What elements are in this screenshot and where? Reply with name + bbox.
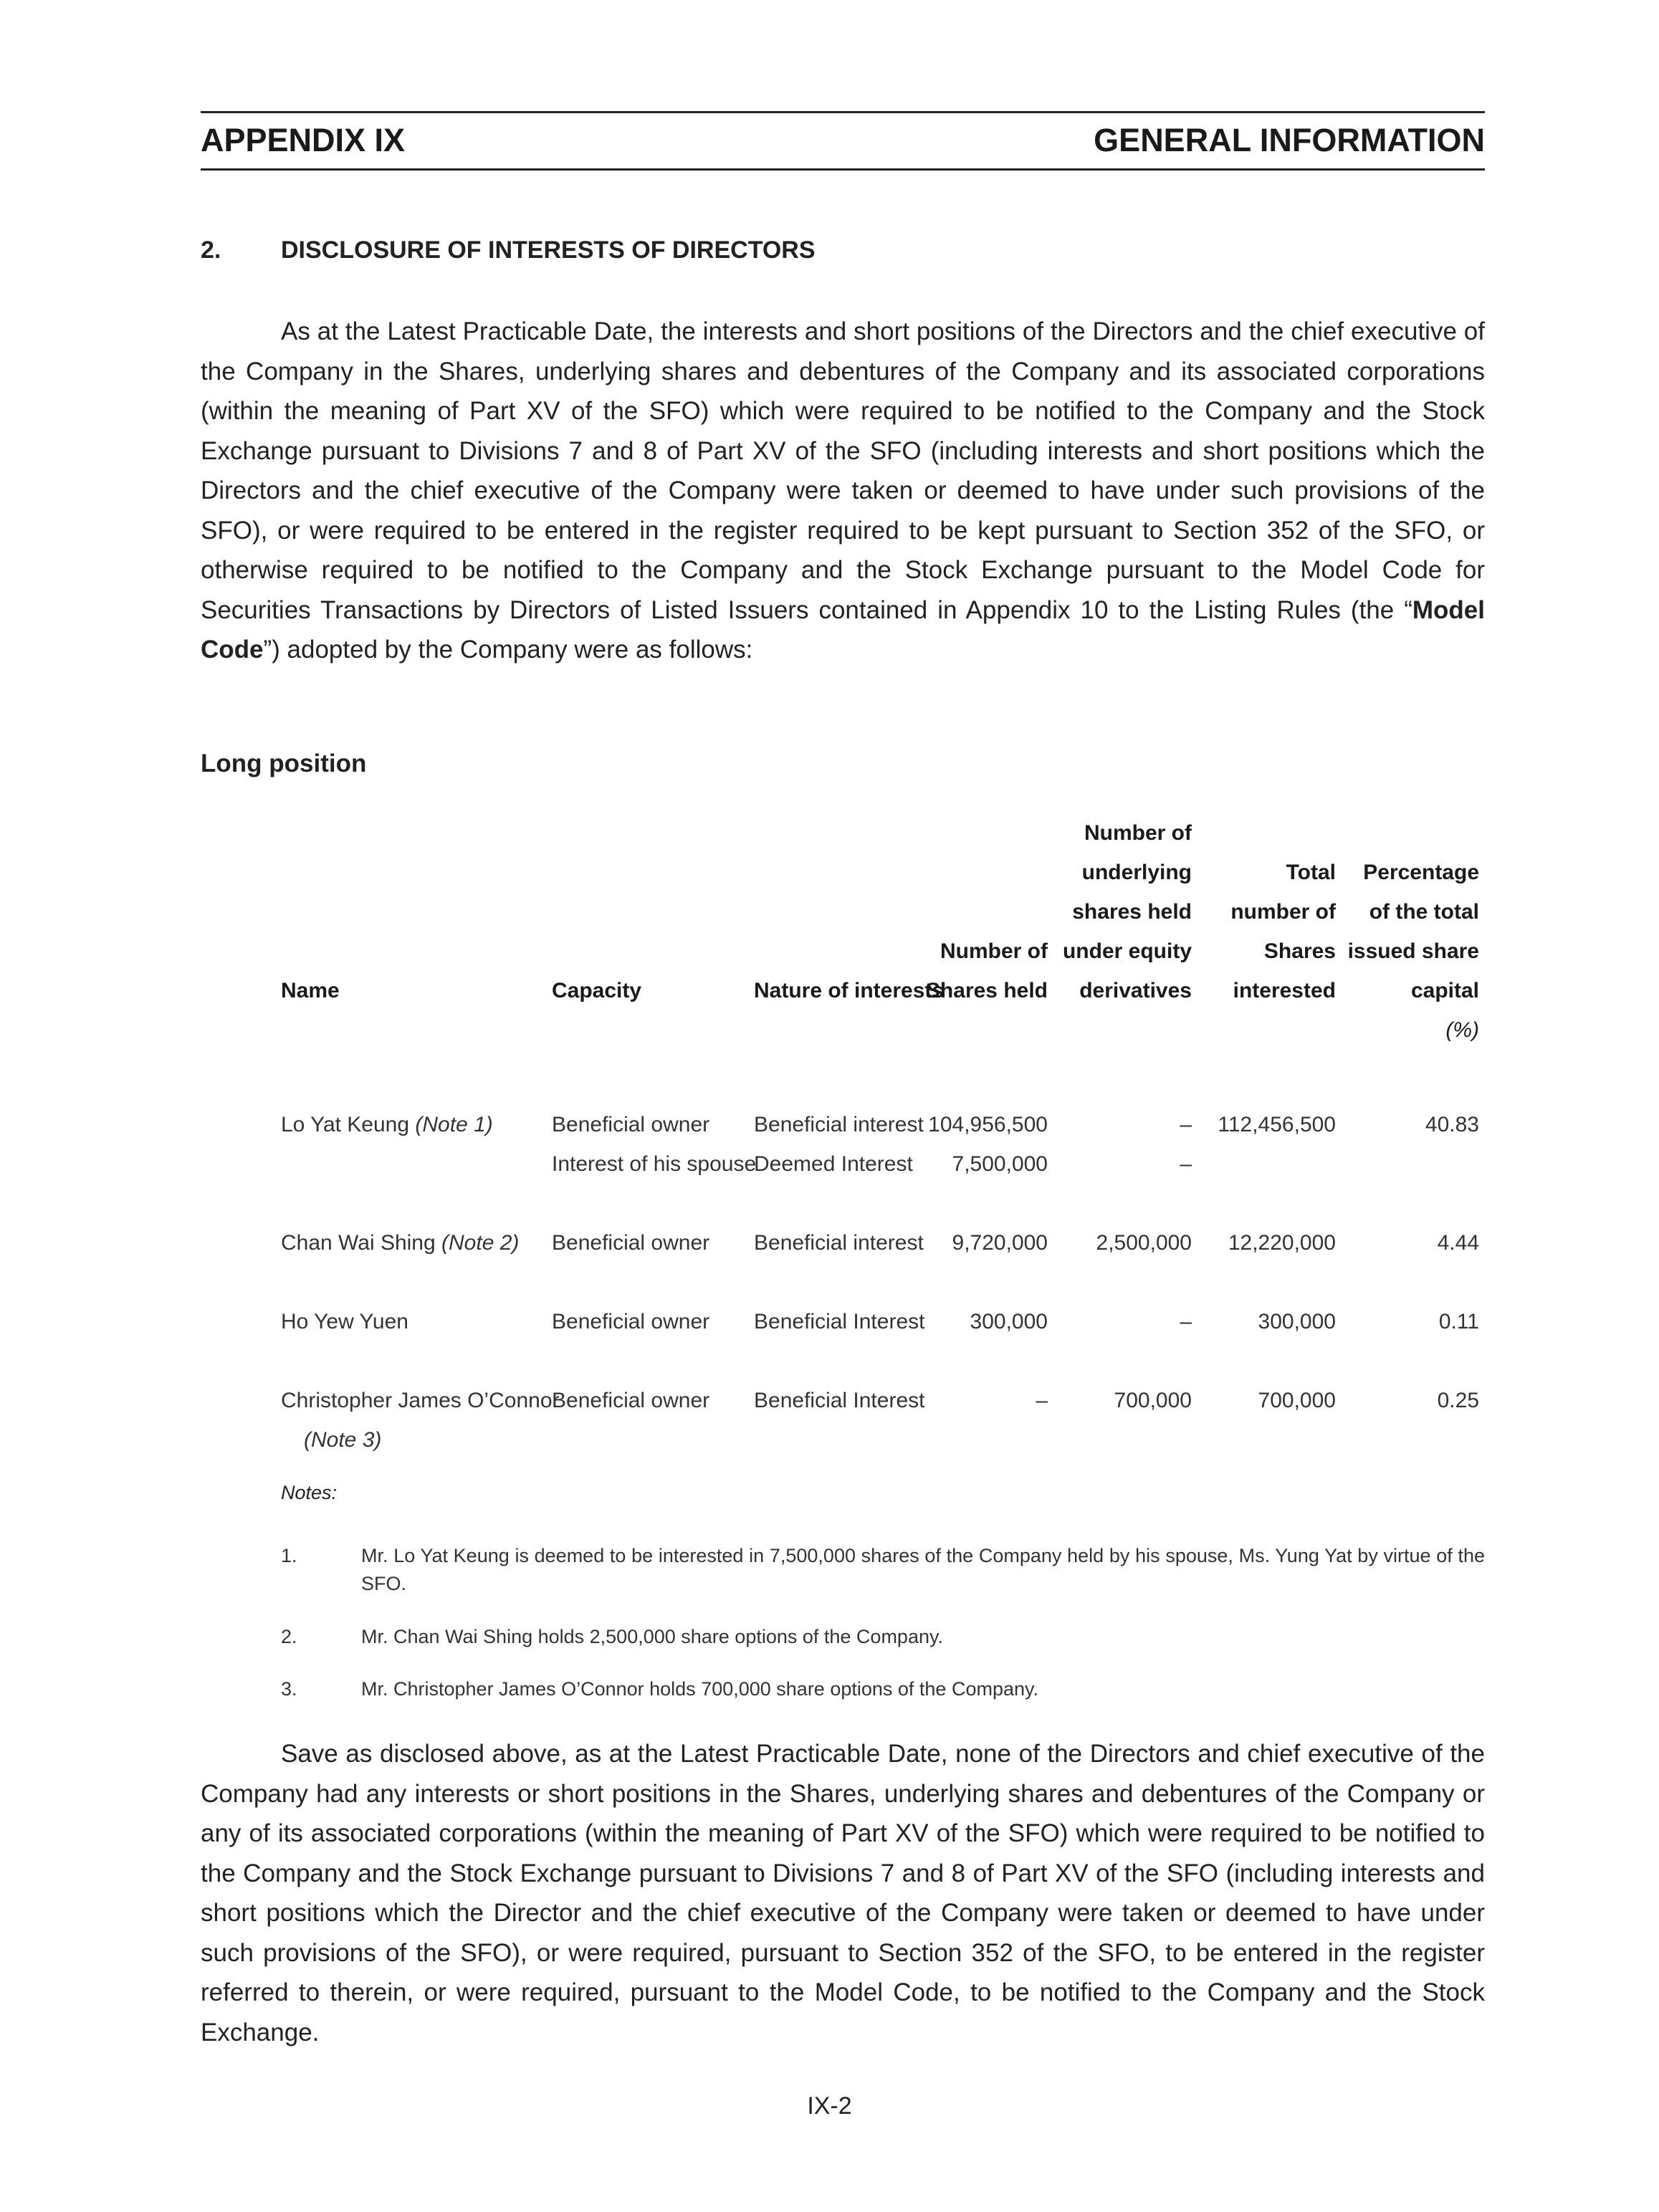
table-row-nature: Beneficial interest	[754, 1231, 924, 1255]
note-item	[281, 1542, 1485, 1599]
table-row-underlying: –	[1180, 1310, 1192, 1334]
table-row-shares: 7,500,000	[952, 1152, 1048, 1176]
row-name-text: Lo Yat Keung	[281, 1113, 410, 1136]
table-row-name	[281, 1105, 493, 1144]
note-number: 1.	[281, 1545, 297, 1566]
section-number: 2.	[201, 236, 221, 264]
notes-label: Notes:	[281, 1482, 338, 1503]
intro-paragraph	[201, 312, 1485, 670]
col-header-percentage-unit: (%)	[1445, 1018, 1479, 1042]
table-row-total: 112,456,500	[1218, 1113, 1336, 1136]
header-appendix: APPENDIX IX	[201, 122, 406, 158]
col-header-total-line3: Shares	[1263, 939, 1336, 963]
page-header	[201, 115, 1485, 166]
row-note-ref: (Note 1)	[415, 1113, 493, 1136]
table-row-nature: Beneficial interest	[754, 1113, 924, 1136]
col-header-name: Name	[281, 979, 340, 1002]
col-header-underlying-line4: under equity	[1062, 939, 1192, 963]
note-text: Mr. Christopher James O’Connor holds 700,000 share options of the Company.	[361, 1678, 1038, 1700]
header-top-rule	[201, 111, 1485, 113]
col-header-shares-held-line2: Shares held	[925, 979, 1048, 1002]
col-header-percentage-line3: issued share	[1347, 939, 1479, 963]
closing-text: Save as disclosed above, as at the Latest Practicable Date, none of the Directors and chief executive of the Company had any interests or short positions in the Shares, underlying shares and debentures of the Company or any of its associated corporations (within the meaning of Part XV of the SFO) which were required to be notified to the Company and the Stock Exchange pursuant to Divisions 7 and 8 of Part XV of the SFO (including interests and short positions which the Director and the chief executive of the Company were taken or deemed to have under such provisions of the SFO), or were required, pursuant to Section 352 of the SFO, to be entered in the register referred to therein, or were required, pursuant to the Model Code, to be notified to the Company and the Stock Exchange.	[201, 1740, 1485, 2046]
table-row-total: 12,220,000	[1228, 1231, 1336, 1255]
table-row-underlying: –	[1180, 1113, 1192, 1136]
col-header-shares-held	[924, 932, 1048, 1010]
table-row-nature: Beneficial Interest	[754, 1389, 925, 1412]
col-header-underlying	[1053, 813, 1192, 1010]
note-item	[281, 1623, 1485, 1652]
table-row-percentage: 4.44	[1437, 1231, 1479, 1255]
table-row-capacity: Beneficial owner	[552, 1310, 710, 1334]
table-row-shares: 104,956,500	[928, 1113, 1048, 1136]
long-position-heading: Long position	[201, 750, 367, 777]
col-header-total-line1: Total	[1286, 861, 1336, 884]
intro-text-start: As at the Latest Practicable Date, the interests and short positions of the Directors and the chief executive of the Company in the Shares, underlying shares and debentures of the Company and its associated corporations (within the meaning of Part XV of the SFO) which were required to be notified to the Company and the Stock Exchange pursuant to Divisions 7 and 8 of Part XV of the SFO (including interests and short positions which the Directors and the chief executive of the Company were taken or deemed to have under such provisions of the SFO), or were required to be entered in the register required to be kept pursuant to Section 352 of the SFO, or otherwise required to be notified to the Company and the Stock Exchange pursuant to the Model Code for Securities Transactions by Directors of Listed Issuers contained in Appendix 10 to the Listing Rules (the “	[201, 317, 1485, 624]
col-header-capacity: Capacity	[552, 979, 642, 1002]
intro-text-end: ”) adopted by the Company were as follows:	[263, 636, 753, 664]
col-header-underlying-line3: shares held	[1072, 900, 1192, 924]
table-row-name	[281, 1302, 408, 1341]
table-row-underlying: 700,000	[1114, 1389, 1192, 1412]
closing-paragraph	[201, 1734, 1485, 2052]
col-header-percentage-line2: of the total	[1369, 900, 1479, 924]
table-row-shares: –	[1036, 1389, 1048, 1412]
note-number: 2.	[281, 1626, 297, 1647]
table-row-underlying: –	[1180, 1152, 1192, 1176]
col-header-percentage-line1: Percentage	[1363, 861, 1479, 884]
table-row-underlying: 2,500,000	[1096, 1231, 1192, 1255]
table-row-percentage: 0.11	[1438, 1310, 1479, 1334]
col-header-total	[1211, 853, 1336, 1010]
header-section-title: GENERAL INFORMATION	[1094, 122, 1485, 158]
row-note-ref: (Note 2)	[441, 1231, 520, 1255]
note-text: Mr. Lo Yat Keung is deemed to be interested in 7,500,000 shares of the Company held by his spouse, Ms. Yung Yat by virtue of the SFO.	[361, 1545, 1485, 1594]
col-header-underlying-line2: underlying	[1081, 861, 1192, 884]
table-row-nature: Beneficial Interest	[754, 1310, 925, 1334]
col-header-underlying-line5: derivatives	[1079, 979, 1192, 1002]
col-header-nature: Nature of interests	[754, 979, 945, 1002]
col-header-percentage	[1340, 853, 1479, 1050]
note-number: 3.	[281, 1678, 297, 1700]
row-note-ref: (Note 3)	[304, 1428, 382, 1452]
note-item	[281, 1675, 1485, 1704]
header-bottom-rule	[201, 168, 1485, 171]
table-row-capacity: Beneficial owner	[552, 1231, 710, 1255]
table-row-total: 700,000	[1258, 1389, 1336, 1412]
table-row-percentage: 40.83	[1425, 1113, 1479, 1136]
table-row-name: Christopher James O’Connor	[281, 1389, 560, 1412]
table-row-percentage: 0.25	[1437, 1389, 1479, 1412]
table-row-capacity: Beneficial owner	[552, 1113, 710, 1136]
col-header-percentage-line4: capital	[1410, 979, 1479, 1002]
col-header-underlying-line1: Number of	[1084, 821, 1192, 845]
table-row-name	[281, 1223, 519, 1263]
row-name-text: Ho Yew Yuen	[281, 1310, 408, 1334]
table-row-total: 300,000	[1258, 1310, 1336, 1334]
table-row-capacity: Beneficial owner	[552, 1389, 710, 1412]
table-row-nature: Deemed Interest	[754, 1152, 913, 1176]
intro-defined-term: Model Code	[201, 595, 1485, 664]
table-row-capacity: Interest of his spouse	[552, 1152, 757, 1176]
col-header-total-line4: interested	[1233, 979, 1336, 1002]
table-row-shares: 300,000	[970, 1310, 1048, 1334]
row-name-text: Chan Wai Shing	[281, 1231, 436, 1255]
table-row-shares: 9,720,000	[952, 1231, 1048, 1255]
note-text: Mr. Chan Wai Shing holds 2,500,000 share options of the Company.	[361, 1626, 943, 1647]
section-title: DISCLOSURE OF INTERESTS OF DIRECTORS	[281, 236, 816, 264]
col-header-total-line2: number of	[1230, 900, 1336, 924]
col-header-shares-held-line1: Number of	[940, 939, 1048, 963]
page-number: IX-2	[807, 2092, 852, 2120]
